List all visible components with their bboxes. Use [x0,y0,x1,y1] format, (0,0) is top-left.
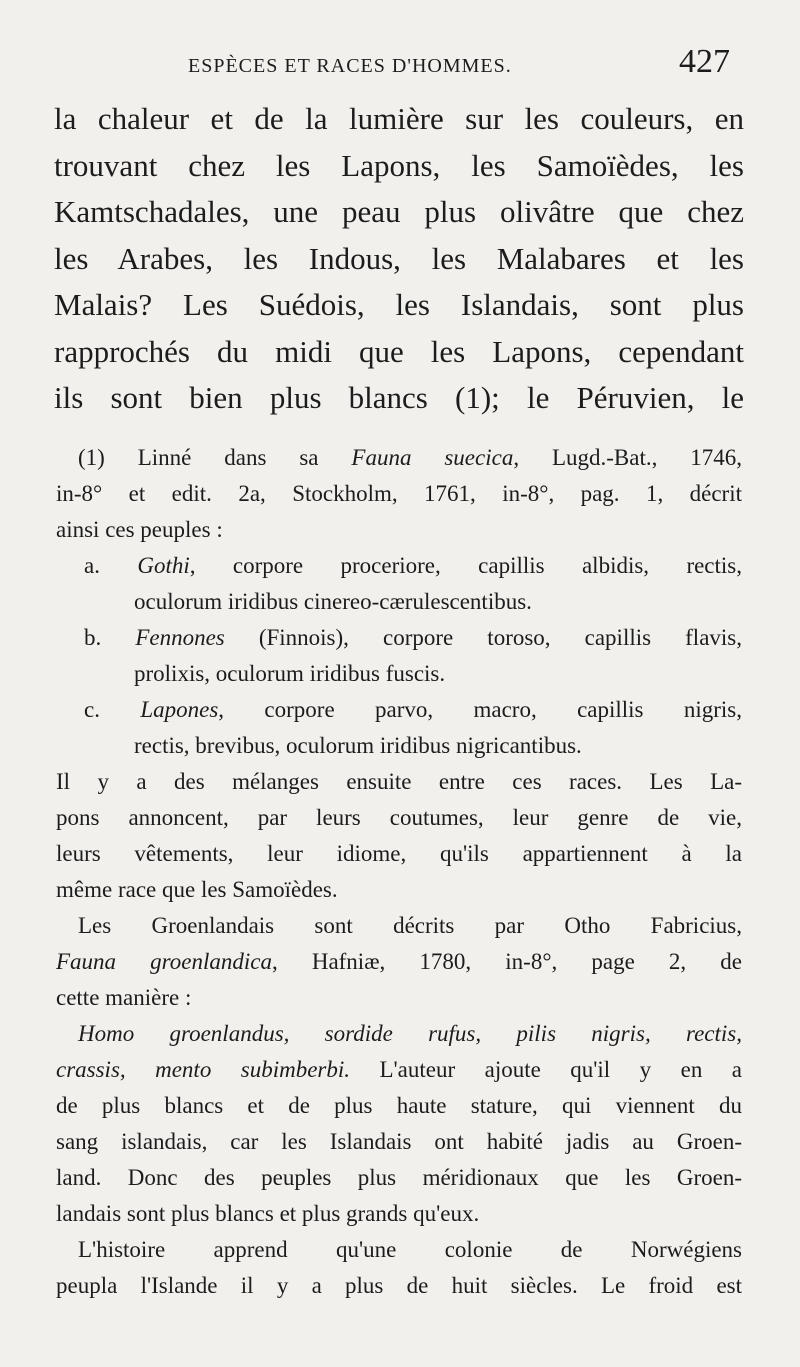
footnote-line: sang islandais, car les Islandais ont habité jadis au Groen- [56,1129,742,1154]
people-name: Fennones [135,625,225,650]
footnote-text: L'auteur ajoute qu'il y en a [350,1057,742,1082]
list-text: (Finnois), corpore toroso, capillis flavis, [224,625,742,650]
running-title: ESPÈCES ET RACES D'HOMMES. [188,55,512,77]
book-title: Fauna suecica [351,445,514,470]
footnote-line: leurs vêtements, leur idiome, qu'ils appartiennent à la [56,841,742,866]
list-item-c-cont: rectis, brevibus, oculorum iridibus nigricantibus. [134,733,582,758]
people-name: Lapones [140,697,219,722]
footnote-line: peupla l'Islande il y a plus de huit siècles. Le froid est [56,1273,742,1298]
footnote-line: ainsi ces peuples : [56,517,223,542]
text-line: les Arabes, les Indous, les Malabares et les [54,240,744,276]
footnote-text: , Lugd.-Bat., 1746, [513,445,743,470]
footnote-text: Linné dans sa [137,445,352,470]
footnote-line [56,1052,742,1088]
text-line: rapprochés du midi que les Lapons, cependant [54,333,744,369]
footnote-line: Les Groenlandais sont décrits par Otho Fabricius, [78,913,742,938]
footnote-marker: (1) [78,445,105,470]
footnote-line [56,440,742,476]
list-item-b-cont: prolixis, oculorum iridibus fuscis. [134,661,446,686]
list-label: c. [84,697,100,722]
list-item-a-cont: oculorum iridibus cinereo-cærulescentibus. [134,589,532,614]
latin-description: crassis, mento subimberbi. [56,1057,351,1082]
list-label: a. [84,553,100,578]
footnote-line: même race que les Samoïèdes. [56,877,338,902]
list-text: , corpore parvo, macro, capillis nigris, [218,697,743,722]
footnote-line: pons annoncent, par leurs coutumes, leur genre de vie, [56,805,742,830]
footnote-line: Il y a des mélanges ensuite entre ces races. Les La- [56,769,742,794]
footnote-line [56,944,742,980]
text-line: ils sont bien plus blancs (1); le Péruvien, le [54,380,744,415]
main-text [54,96,744,422]
text-line: trouvant chez les Lapons, les Samoïèdes, les [54,147,744,183]
footnote-line [56,1016,742,1052]
footnote-text: , Hafniæ, 1780, in-8°, page 2, de [271,949,742,974]
footnote-line: cette manière : [56,985,192,1010]
text-line: la chaleur et de la lumière sur les couleurs, en [54,101,744,136]
people-name: Gothi [137,553,190,578]
page-header [188,43,748,92]
footnote-line: L'histoire apprend qu'une colonie de Norwégiens [78,1237,742,1262]
footnote-line: landais sont plus blancs et plus grands qu'eux. [56,1201,480,1226]
footnote-line: de plus blancs et de plus haute stature, qui viennent du [56,1093,742,1118]
footnote-line: in-8° et edit. 2a, Stockholm, 1761, in-8°, pag. 1, décrit [56,481,742,506]
text-line: Kamtschadales, une peau plus olivâtre que chez [54,194,744,229]
list-label: b. [84,625,102,650]
footnote-line: land. Donc des peuples plus méridionaux que les Groen- [56,1165,742,1190]
footnote [56,440,742,1304]
book-title: Fauna groenlandica [56,949,272,974]
list-text: , corpore proceriore, capillis albidis, rectis, [189,553,742,578]
text-line: Malais? Les Suédois, les Islandais, sont plus [54,287,744,322]
list-item-c [56,692,742,728]
page-number: 427 [679,43,730,80]
list-item-b [56,620,742,656]
latin-description: Homo groenlandus, sordide rufus, pilis nigris, rectis, [78,1021,742,1046]
list-item-a [56,548,742,584]
